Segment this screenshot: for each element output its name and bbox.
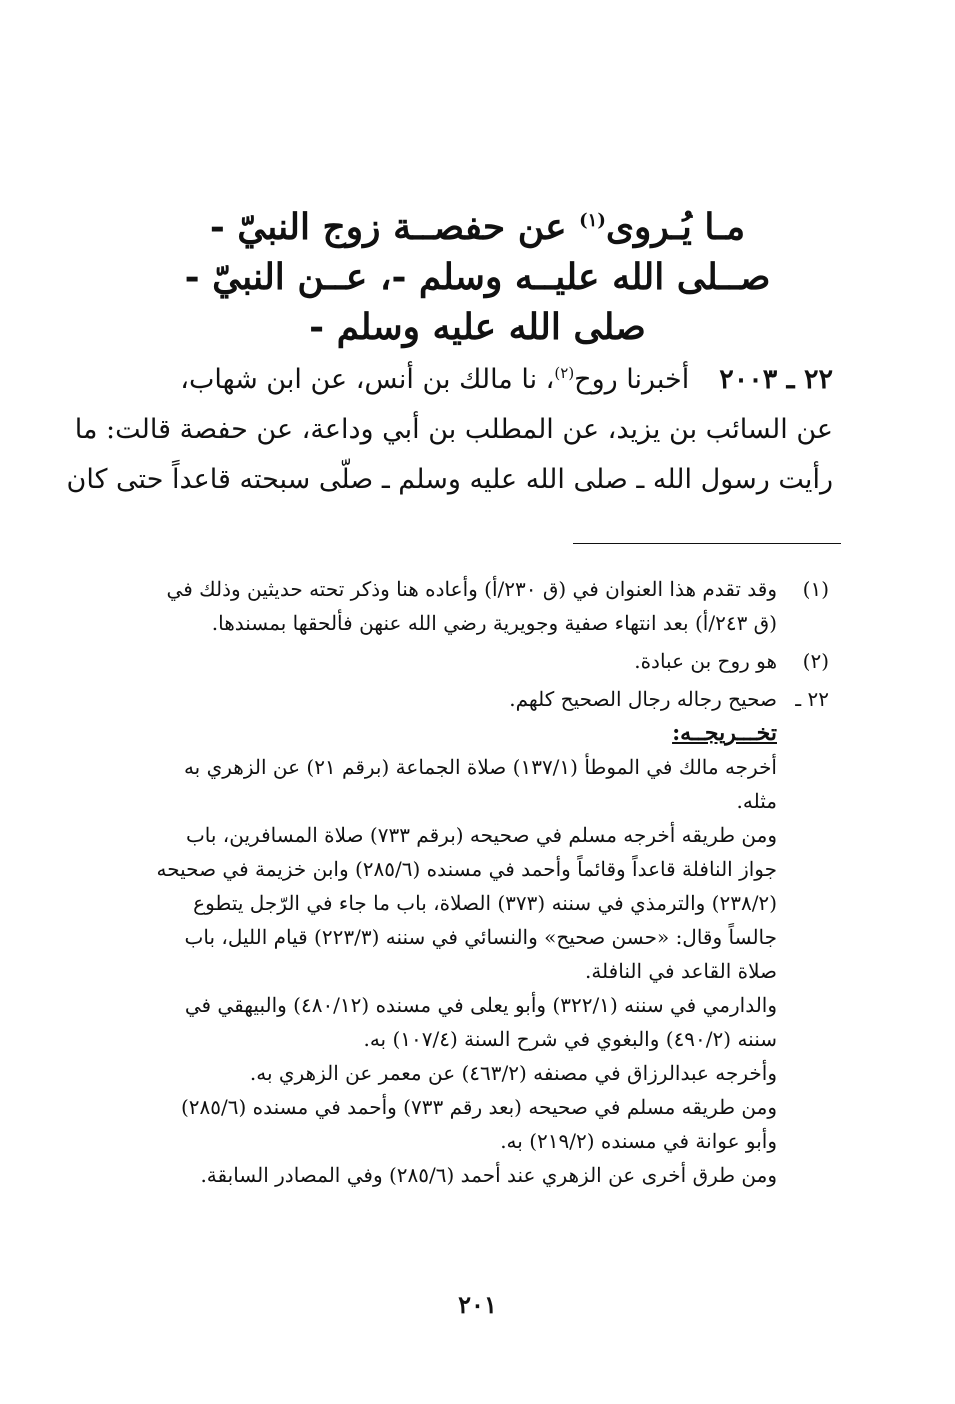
takhrij-line: (٢٣٨/٢) والترمذي في سننه (٣٧٣) الصلاة، باب ما جاء في الرّجل يتطوع [193, 891, 777, 915]
hadith-line-1-a: أخبرنا روح [574, 364, 690, 395]
hadith-line-1-b: ، نا مالك بن أنس، عن ابن شهاب، [180, 364, 555, 395]
heading-line-1 [120, 196, 835, 252]
takhrij-line: جواز النافلة قاعداً وقائماً وأحمد في مسنده (٢٨٥/٦) وابن خزيمة في صحيحه [156, 857, 777, 881]
footnote-3-mark: ٢٢ ـ [795, 687, 829, 711]
footnote-hadith-grade [124, 682, 829, 716]
chapter-heading [120, 196, 835, 352]
footnote-1-line-2: (ق ٢٤٣/أ) بعد انتهاء صفية وجويرية رضي الله عنهن فألحقها بمسندها. [211, 611, 777, 635]
footnotes-section [124, 572, 829, 1192]
footnote-ref-1: (١) [579, 210, 606, 231]
hadith-line-3: رأيت رسول الله ـ صلى الله عليه وسلم ـ صلّى سبحته قاعداً حتى كان [66, 464, 833, 495]
takhrij-line: ومن طريقه مسلم في صحيحه (بعد رقم ٧٣٣) وأحمد في مسنده (٢٨٥/٦) [180, 1095, 777, 1119]
heading-line-3: صلى الله عليه وسلم - [309, 306, 646, 348]
footnote-ref-2: (٢) [554, 364, 575, 382]
footnote-3-line-1: صحيح رجاله رجال الصحيح كلهم. [509, 687, 777, 711]
footnote-2-line-1: هو روح بن عبادة. [634, 649, 777, 673]
takhrij-line: وأخرجه عبدالرزاق في مصنفه (٤٦٣/٢) عن معمر عن الزهري به. [249, 1061, 777, 1085]
hadith-number: ٢٢ ـ ٢٠٠٣ [719, 364, 833, 395]
takhrij-line: ومن طريقه أخرجه مسلم في صحيحه (برقم ٧٣٣) صلاة المسافرين، باب [185, 823, 777, 847]
takhrij-title: تخـــريجــه: [672, 720, 777, 746]
hadith-line-2: عن السائب بن يزيد، عن المطلب بن أبي وداعة، عن حفصة قالت: ما [74, 414, 833, 445]
takhrij-line: والدارمي في سننه (٣٢٢/١) وأبو يعلى في مسنده (٤٨٠/١٢) والبيهقي في [184, 993, 777, 1017]
hadith-text [66, 348, 833, 505]
heading-line-1-tail: عن حفصــة زوج النبيّ - [209, 206, 580, 248]
footnote-2 [124, 644, 829, 678]
footnote-1-mark: (١) [802, 577, 829, 601]
takhrij-line: أخرجه مالك في الموطأ (١٣٧/١) صلاة الجماعة (برقم ٢١) عن الزهري به [183, 755, 777, 779]
hadith-line-1 [118, 348, 833, 405]
heading-line-2: صــلى الله عليــه وسلم -، عــن النبيّ - [184, 256, 771, 298]
footnote-1 [124, 572, 829, 640]
takhrij-line: جالساً وقال: «حسن صحيح» والنسائي في سننه (٢٢٣/٣) قيام الليل، باب [184, 925, 777, 949]
takhrij-line: صلاة القاعد في النافلة. [584, 959, 777, 983]
footnote-separator [573, 543, 841, 544]
takhrij-line: وأبو عوانة في مسنده (٢١٩/٢) به. [500, 1129, 777, 1153]
heading-line-1-text: مـا يُـروى [605, 206, 746, 248]
takhrij-line: سننه (٤٩٠/٢) والبغوي في شرح السنة (١٠٧/٤) به. [363, 1027, 777, 1051]
footnote-2-mark: (٢) [802, 649, 829, 673]
page-number: ٢٠١ [458, 1290, 497, 1319]
footnote-1-line-1: وقد تقدم هذا العنوان في (ق ٢٣٠/أ) وأعاده هنا وذكر تحته حديثين وذلك في [166, 577, 777, 601]
takhrij-line: مثله. [736, 789, 777, 813]
takhrij-line: ومن طرق أخرى عن الزهري عند أحمد (٢٨٥/٦) وفي المصادر السابقة. [200, 1163, 777, 1187]
